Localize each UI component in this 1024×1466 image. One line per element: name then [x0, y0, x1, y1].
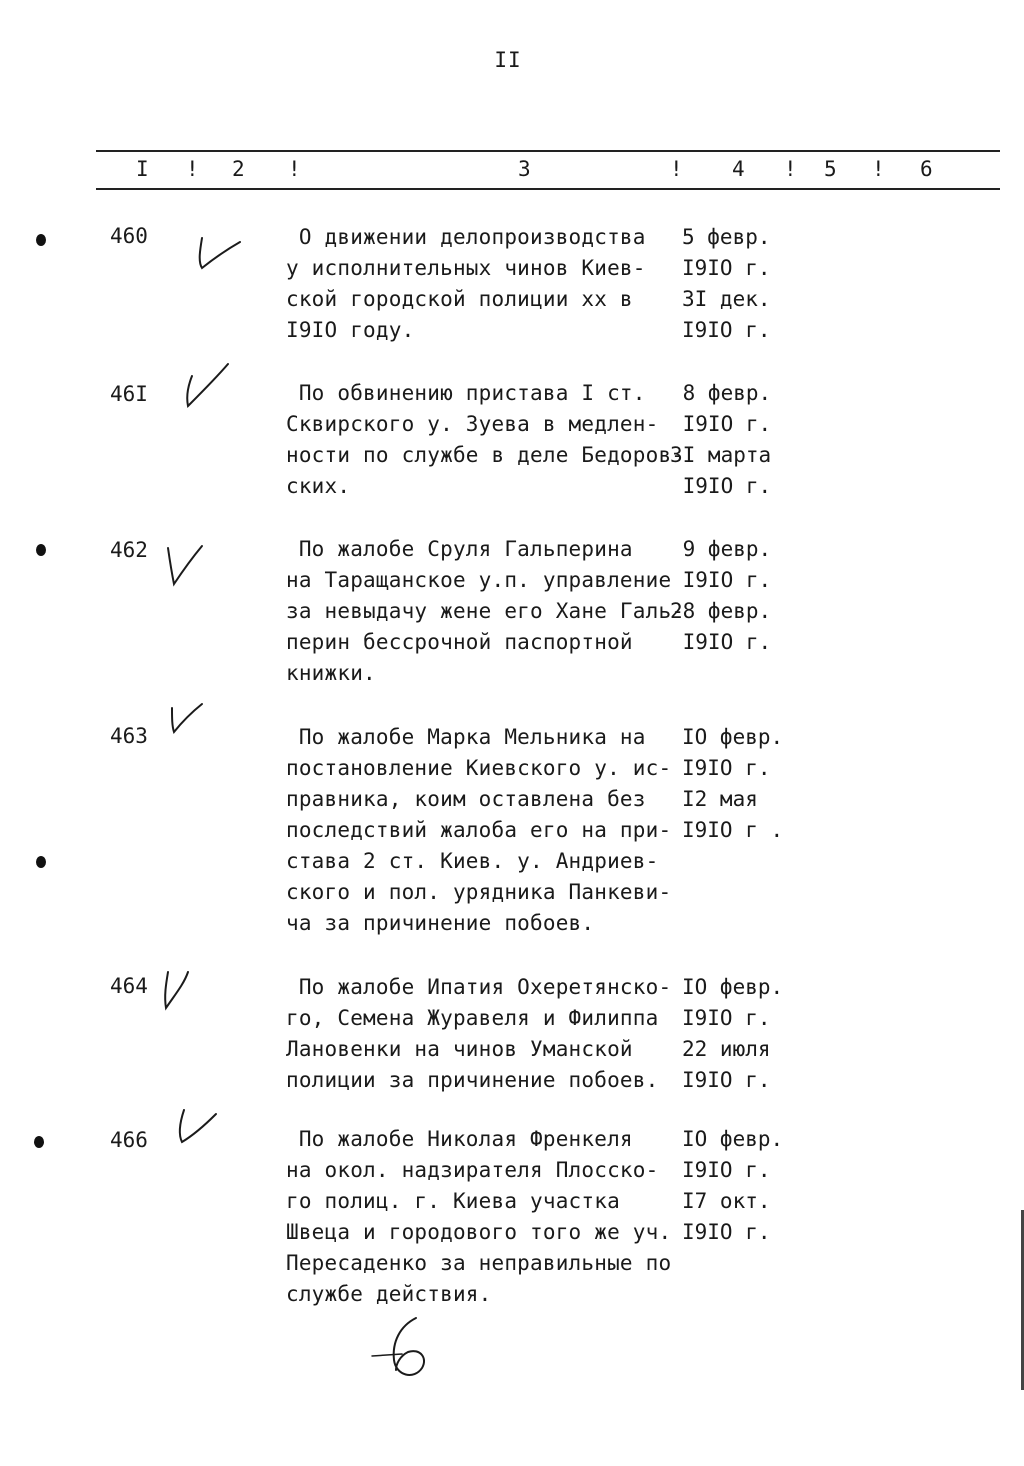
entry-number: 463	[110, 724, 148, 748]
handwritten-check-mark-icon	[164, 700, 208, 736]
column-separator: !	[670, 157, 683, 181]
column-header-2: 2	[232, 157, 245, 181]
entry-description: О движении делопроизводства у исполнительных чинов Киев- ской городской полиции хх в I9IO году.	[286, 225, 646, 342]
punch-hole-mark	[34, 1136, 44, 1148]
handwritten-sheet-count	[366, 1312, 446, 1386]
header-rule-bottom	[96, 188, 1000, 190]
entry-number: 466	[110, 1128, 148, 1152]
entry-number: 464	[110, 974, 148, 998]
page-number: II	[494, 48, 522, 72]
column-header-1: I	[136, 157, 149, 181]
entry-dates: 9 февр. I9IO г. 28 февр. I9IO г.	[670, 537, 772, 654]
entry-number: 462	[110, 538, 148, 562]
header-rule-top	[96, 150, 1000, 152]
entry-number: 460	[110, 224, 148, 248]
handwritten-check-mark-icon	[180, 360, 234, 412]
handwritten-check-mark-icon	[174, 1106, 220, 1148]
punch-hole-mark	[36, 544, 46, 556]
handwritten-check-mark-icon	[162, 542, 208, 588]
column-separator: !	[288, 157, 301, 181]
column-separator: !	[872, 157, 885, 181]
column-header-5: 5	[824, 157, 837, 181]
entry-number: 46I	[110, 382, 148, 406]
entry-dates: 8 февр. I9IO г. 3I марта I9IO г.	[670, 381, 772, 498]
column-header-4: 4	[732, 157, 745, 181]
column-separator: !	[186, 157, 199, 181]
column-header-3: 3	[518, 157, 531, 181]
entry-description: По жалобе Николая Френкеля на окол. надзирателя Плосско- го полиц. г. Киева участка Швеца и городового того же уч. Пересаденко за неправильные по службе действия.	[286, 1127, 672, 1306]
handwritten-check-mark-icon	[158, 968, 198, 1012]
entry-dates: IO февр. I9IO г. I2 мая I9IO г .	[682, 725, 784, 842]
entry-dates: 5 февр. I9IO г. 3I дек. I9IO г.	[682, 225, 771, 342]
column-header-6: 6	[920, 157, 933, 181]
entry-description: По жалобе Марка Мельника на постановление Киевского у. ис- правника, коим оставлена без последствий жалоба его на при- става 2 ст. Киев. у. Андриев- ского и пол. урядника Панкеви- ча за причинение побоев.	[286, 725, 672, 935]
entry-description: По жалобе Сруля Гальперина на Таращанское у.п. управление за невыдачу жене его Хане Галь- перин бессрочной паспортной книжки.	[286, 537, 685, 685]
column-separator: !	[784, 157, 797, 181]
punch-hole-mark	[36, 234, 46, 246]
entry-description: По обвинению пристава I ст. Сквирского у. Зуева в медлен- ности по службе в деле Бедоров- ских.	[286, 381, 685, 498]
entry-description: По жалобе Ипатия Охеретянско- го, Семена Журавеля и Филиппа Лановенки на чинов Уманской полиции за причинение побоев.	[286, 975, 672, 1092]
handwritten-check-mark-icon	[196, 232, 246, 274]
entry-dates: IO февр. I9IO г. 22 июля I9IO г.	[682, 975, 784, 1092]
entry-dates: IO февр. I9IO г. I7 окт. I9IO г.	[682, 1127, 784, 1244]
punch-hole-mark	[36, 856, 46, 868]
